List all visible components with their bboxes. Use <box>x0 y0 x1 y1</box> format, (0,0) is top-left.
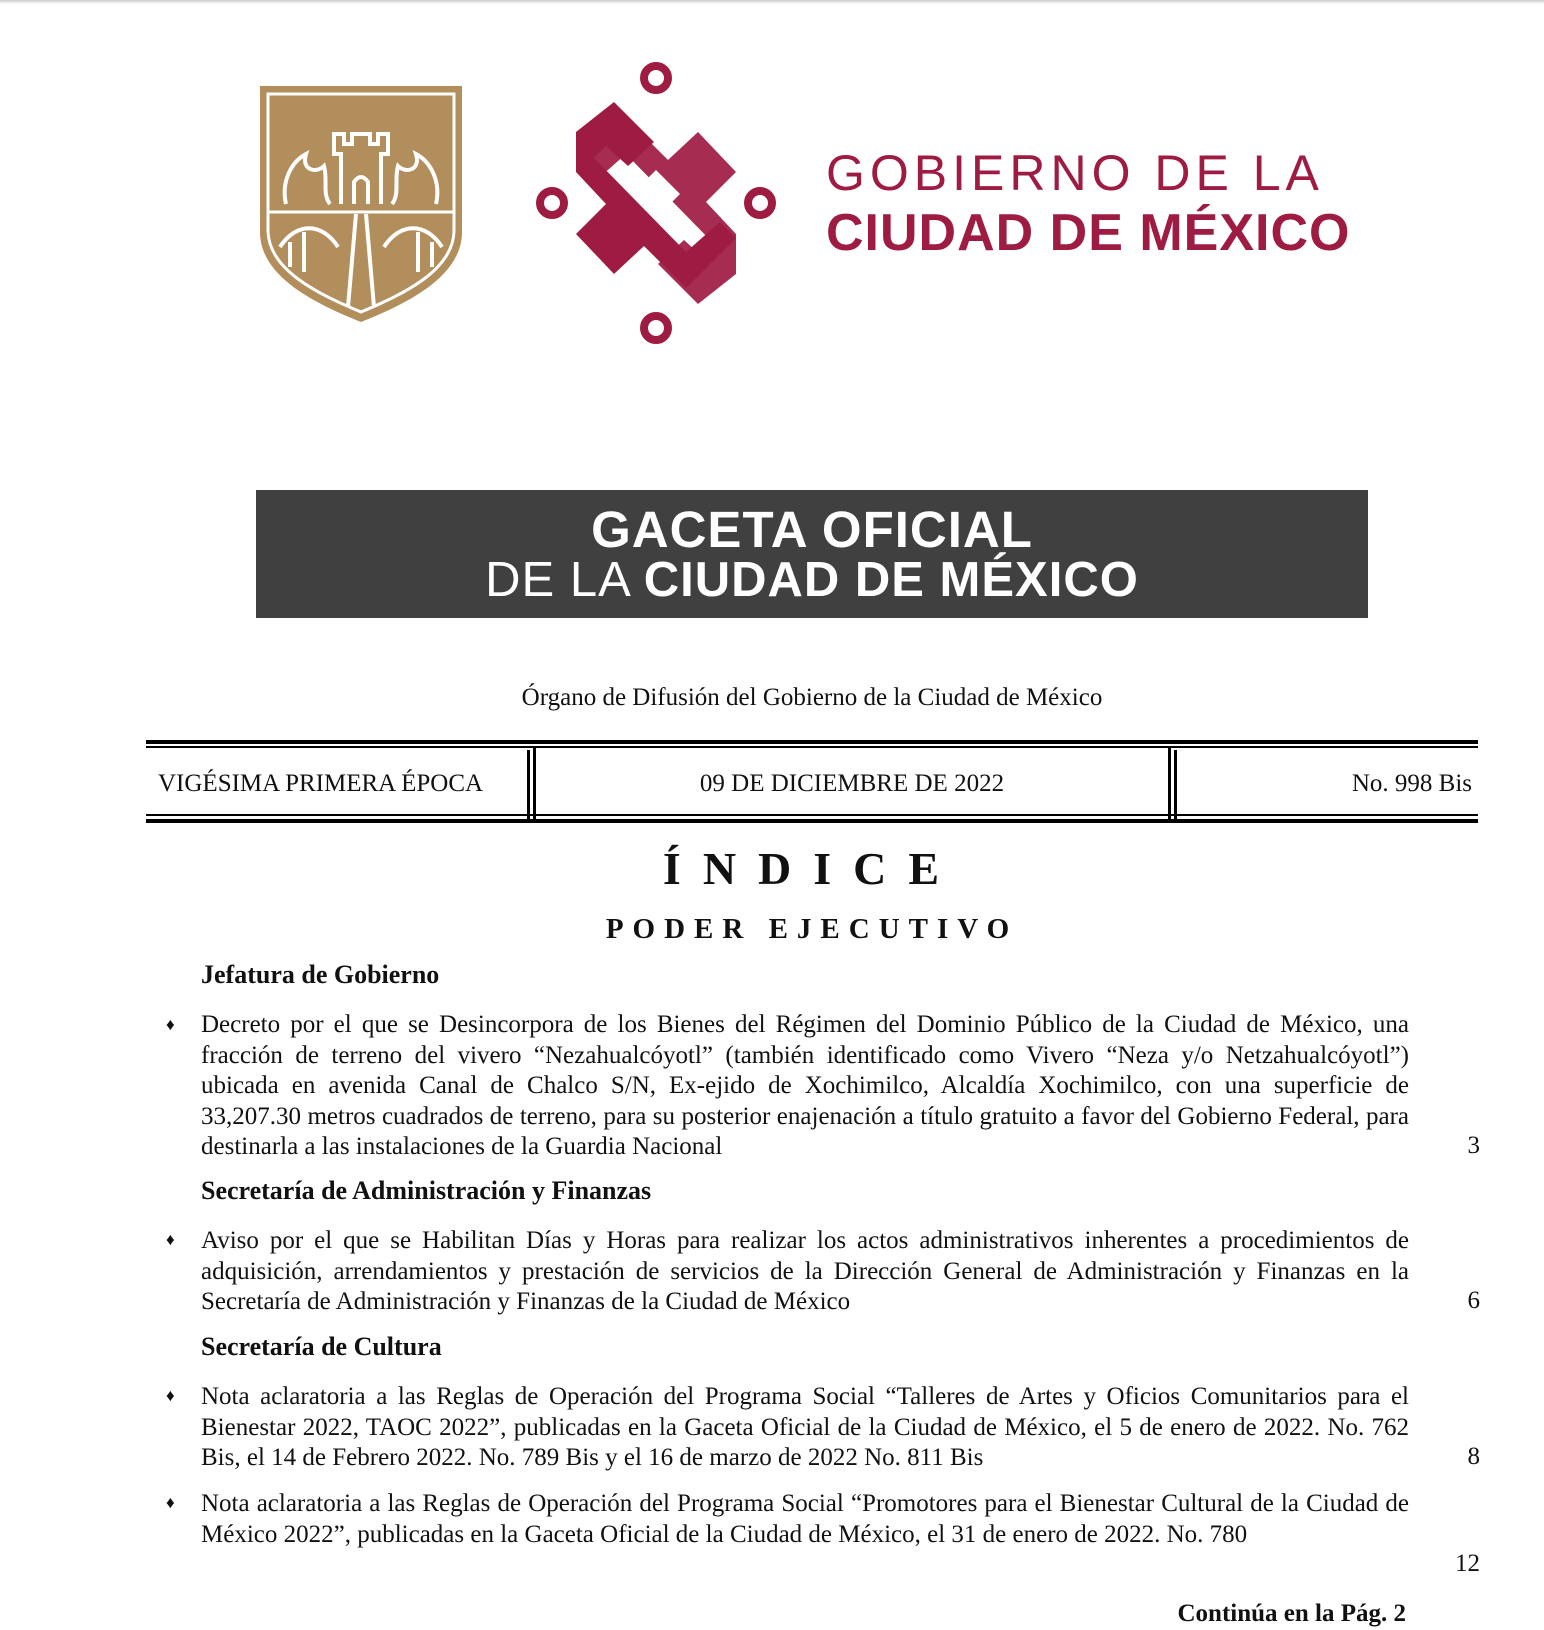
edition-number: No. 998 Bis <box>1351 770 1472 797</box>
section-title: Secretaría de Cultura <box>201 1332 442 1361</box>
index-entry-text: Aviso por el que se Habilitan Días y Horas para realizar los actos administrativos inherentes a procedimientos de adquisición, arrendamientos y prestación de servicios de la Dirección General de Administración y Finanzas en la Secretaría de Administración y Finanzas de la Ciudad de México <box>201 1227 1409 1315</box>
index-entry-text: Decreto por el que se Desincorpora de los Bienes del Régimen del Dominio Público de la Ciudad de México, una fracción de terreno del vivero “Nezahualcóyotl” (también identificado como Vivero “Neza y/o Netzahualcóyotl”) ubicada en avenida Canal de Chalco S/N, Ex-ejido de Xochimilco, Alcaldía Xochimilco, con una superficie de 33,207.30 metros cuadrados de terreno, para su posterior enajenación a título gratuito a favor del Gobierno Federal, para destinarla a las instalaciones de la Guardia Nacional <box>201 1011 1409 1160</box>
edition-epoca: VIGÉSIMA PRIMERA ÉPOCA <box>158 770 484 797</box>
coat-of-arms-shield-icon <box>256 82 466 326</box>
edition-rule-bottom-thin <box>146 814 1478 816</box>
diamond-bullet-icon: ♦ <box>166 1493 175 1512</box>
continues-on-page: Continúa en la Pág. 2 <box>1177 1600 1406 1627</box>
diamond-bullet-icon: ♦ <box>166 1230 175 1249</box>
edition-date: 09 DE DICIEMBRE DE 2022 <box>533 748 1171 820</box>
index-entry-text: Nota aclaratoria a las Reglas de Operación del Programa Social “Talleres de Artes y Oficios Comunitarios para el Bienestar 2022, TAOC 2022”, publicadas en la Gaceta Oficial de la Ciudad de México, el 5 de enero de 2022. No. 762 Bis, el 14 de Febrero 2022. No. 789 Bis y el 16 de marzo de 2022 No. 811 Bis <box>201 1383 1409 1471</box>
gaceta-title: GACETA OFICIAL <box>591 501 1033 558</box>
index-entry-page: 3 <box>1467 1132 1480 1159</box>
edition-rule-bottom <box>146 819 1478 823</box>
organo-difusion: Órgano de Difusión del Gobierno de la Ciudad de México <box>521 684 1103 711</box>
index-entry-text: Nota aclaratoria a las Reglas de Operación del Programa Social “Promotores para el Bienestar Cultural de la Ciudad de México 2022”, publicadas en la Gaceta Oficial de la Ciudad de México, el 31 de enero de 2022. No. 780 <box>201 1490 1409 1548</box>
top-edge-shadow <box>0 0 1544 4</box>
diamond-bullet-icon: ♦ <box>166 1386 175 1405</box>
index-subtitle: PODER EJECUTIVO <box>605 913 1019 945</box>
government-name-line1: GOBIERNO DE LA <box>826 145 1324 201</box>
gaceta-oficial-banner <box>256 490 1368 618</box>
index-title: ÍNDICE <box>662 843 962 894</box>
edition-divider <box>527 750 530 820</box>
edition-divider <box>1174 750 1177 820</box>
section-title: Secretaría de Administración y Finanzas <box>201 1176 652 1205</box>
section-title: Jefatura de Gobierno <box>201 960 440 989</box>
edition-rule-top <box>146 740 1478 744</box>
index-entry-page: 6 <box>1467 1287 1480 1314</box>
index-entry-page: 12 <box>1455 1550 1480 1577</box>
gaceta-subtitle: DE LA CIUDAD DE MÉXICO <box>485 553 1139 607</box>
index-entry-page: 8 <box>1467 1443 1480 1470</box>
cdmx-emblem-icon <box>536 62 776 344</box>
diamond-bullet-icon: ♦ <box>166 1015 175 1034</box>
government-name-line2: CIUDAD DE MÉXICO <box>826 204 1351 262</box>
